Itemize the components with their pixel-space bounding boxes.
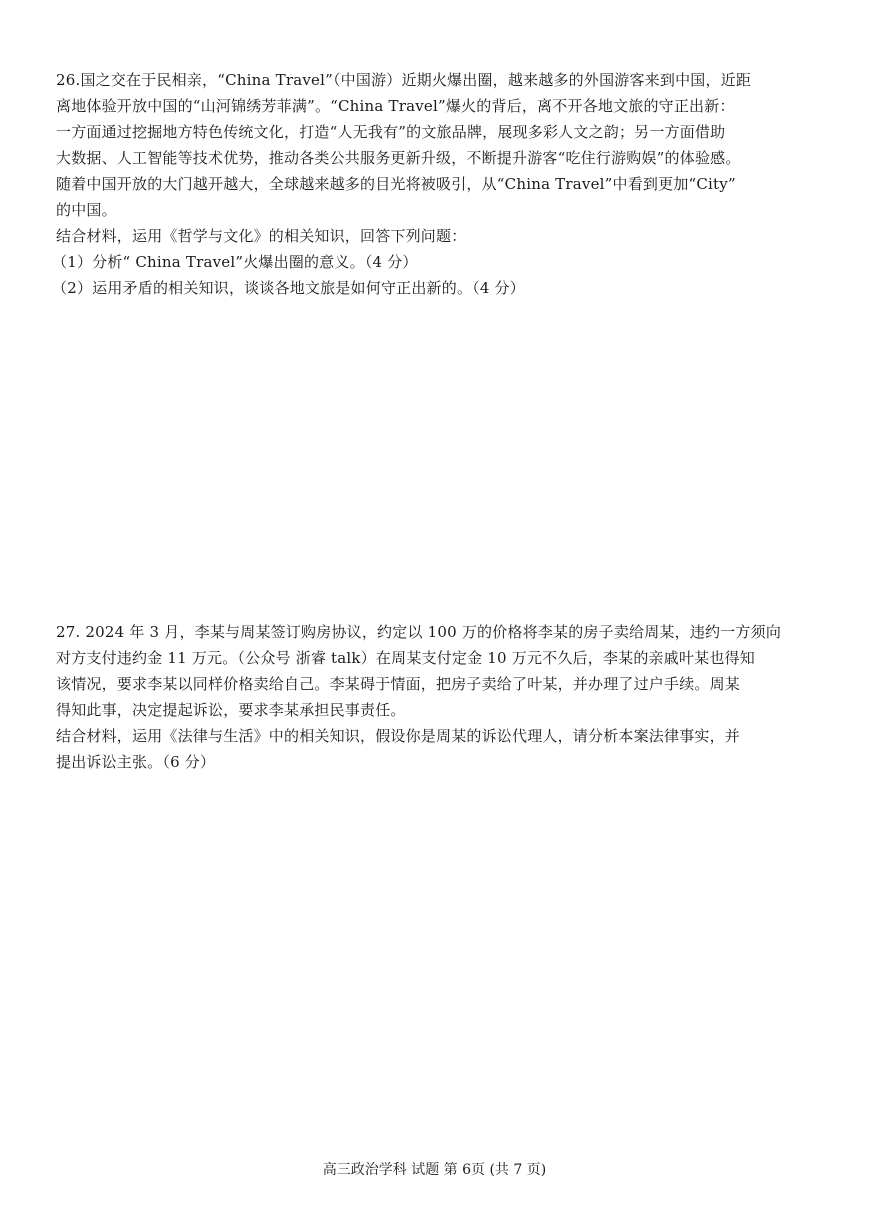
question-26-instruction: 结合材料，运用《哲学与文化》的相关知识，回答下列问题： [56,227,467,245]
question-27 [56,619,816,775]
question-27-instruction: 提出诉讼主张。（6 分） [56,753,216,771]
question-27-line: 得知此事，决定提起诉讼，要求李某承担民事责任。 [56,701,406,719]
question-26-line: 离地体验开放中国的“山河锦绣芳菲满”。“China Travel”爆火的背后，离不开各地文旅的守正出新： [56,97,735,115]
question-27-line: 27. 2024 年 3 月，李某与周某签订购房协议，约定以 100 万的价格将李某的房子卖给周某，违约一方须向 [56,623,782,641]
question-26-line: 26.国之交在于民相亲，“China Travel”（中国游）近期火爆出圈，越来越多的外国游客来到中国，近距 [56,71,752,89]
question-26-subquestion-1: （1）分析“ China Travel”火爆出圈的意义。（4 分） [52,253,418,271]
question-26-line: 的中国。 [56,201,117,219]
question-26-line: 一方面通过挖掘地方特色传统文化，打造“人无我有”的文旅品牌，展现多彩人文之韵；另一方面借助 [56,123,726,141]
question-26-line: 大数据、人工智能等技术优势，推动各类公共服务更新升级，不断提升游客“吃住行游购娱”的体验感。 [56,149,741,167]
question-27-line: 对方支付违约金 11 万元。（公众号 浙睿 talk）在周某支付定金 10 万元不久后，李某的亲戚叶某也得知 [56,649,755,667]
page-footer: 高三政治学科 试题 第 6页 (共 7 页) [322,1162,547,1178]
question-27-line: 该情况，要求李某以同样价格卖给自己。李某碍于情面，把房子卖给了叶某，并办理了过户手续。周某 [56,675,741,693]
question-26-subquestion-2: （2）运用矛盾的相关知识，谈谈各地文旅是如何守正出新的。（4 分） [52,279,525,297]
question-26 [52,67,816,301]
question-27-instruction: 结合材料，运用《法律与生活》中的相关知识，假设你是周某的诉讼代理人，请分析本案法律事实，并 [56,727,741,745]
question-26-line: 随着中国开放的大门越开越大，全球越来越多的目光将被吸引，从“China Travel”中看到更加“City” [56,175,736,193]
